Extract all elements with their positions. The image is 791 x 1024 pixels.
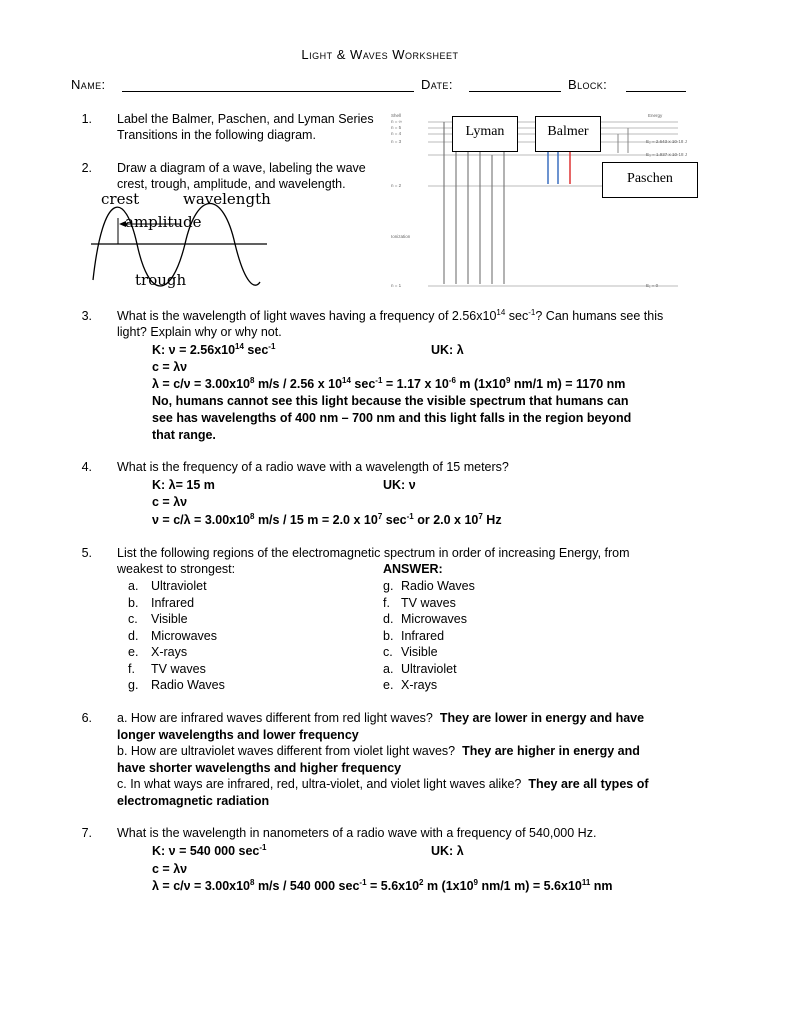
svg-text:n = 3: n = 3 [391,139,402,144]
answer-item: d. Microwaves [383,612,467,626]
q5-question-line1: List the following regions of the electromagnetic spectrum in order of increasing Energy, from [117,546,630,560]
list-item: e. X-rays [128,645,188,659]
q2-number: 2. [81,161,92,175]
svg-text:E₂ = 2.643 x 10-18 J: E₂ = 2.643 x 10-18 J [646,139,687,144]
balmer-label: Balmer [535,116,601,152]
amplitude-label: amplitude [125,213,202,231]
q1-number: 1. [81,112,92,126]
date-label: Date: [421,77,453,92]
paschen-label: Paschen [602,162,698,198]
svg-text:Ionization: Ionization [391,234,411,239]
svg-text:n = 2: n = 2 [391,183,402,188]
svg-text:E₁ = 0: E₁ = 0 [646,283,659,288]
q6-part-a: a. How are infrared waves different from red light waves? They are lower in energy and have [117,711,645,725]
answer-item: b. Infrared [383,628,445,643]
q4-known: K: λ= 15 m [152,478,215,492]
block-field[interactable] [626,79,686,92]
q6-part-b: b. How are ultraviolet waves different from violet light waves? They are higher in energy and [117,744,640,758]
q7-unknown: UK: λ [431,844,464,858]
lyman-label: Lyman [452,116,518,152]
q7-number: 7. [81,826,92,840]
q4-number: 4. [81,460,92,474]
q5-item-list [128,578,348,694]
q3-equation: c = λν [152,360,188,374]
answer-item: a. Ultraviolet [383,661,457,676]
q5-answer-list [383,578,603,694]
answer-item: e. X-rays [383,678,438,692]
q4-question: What is the frequency of a radio wave with a wavelength of 15 meters? [117,460,509,474]
list-item: b. Infrared [128,595,195,610]
q1-line2: Transitions in the following diagram. [117,128,316,142]
q3-answer-line3: that range. [152,428,216,442]
energy-level-diagram [388,108,688,293]
q7-question: What is the wavelength in nanometers of a radio wave with a frequency of 540,000 Hz. [117,826,597,840]
list-item: g. Radio Waves [128,678,225,692]
answer-item: f. TV waves [383,595,456,610]
q6-part-b-answer: have shorter wavelengths and higher frequency [117,761,402,775]
list-item: c. Visible [128,612,188,626]
q4-solution: $\nu = c/\lambda = 3.00x10^8$ m/s / 15 m = 2.0 x $10^7$ $\sec^{-1}$ or 2.0 x $10^7$ Hz [152,512,502,527]
svg-text:n = 1: n = 1 [391,283,402,288]
q7-known: K: ν = 540 000 $\sec^{-1}$ [152,843,267,858]
svg-text:n = 5: n = 5 [391,125,402,130]
svg-text:Energy: Energy [648,113,663,118]
q3-unknown: UK: λ [431,343,464,357]
svg-text:n = 4: n = 4 [391,131,402,136]
worksheet-title: Light & Waves Worksheet [301,47,459,62]
q2-line1: Draw a diagram of a wave, labeling the wave [117,161,366,175]
answer-item: g. Radio Waves [383,579,475,593]
block-label: Block: [568,77,608,92]
q6-part-c: c. In what ways are infrared, red, ultra-violet, and violet light waves alike? They are all types of [117,777,649,791]
list-item: d. Microwaves [128,628,217,643]
svg-text:Shell: Shell [391,113,402,118]
q3-answer-line1: No, humans cannot see this light because the visible spectrum that humans can [152,394,629,408]
crest-label: crest [101,190,140,208]
q6-part-a-answer: longer wavelengths and lower frequency [117,728,359,742]
svg-text:E₃ = 1.937 x 10-18 J: E₃ = 1.937 x 10-18 J [646,152,687,157]
q1-line1: Label the Balmer, Paschen, and Lyman Series [117,112,374,126]
name-label: Name: [71,77,106,92]
wavelength-label: wavelength [183,190,271,208]
name-field[interactable] [122,79,414,92]
q3-known: K: $\nu = 2.56x10^{14}$ $\sec^{-1}$ [152,342,276,357]
q5-number: 5. [81,546,92,560]
q3-question-line2: light? Explain why or why not. [117,325,282,339]
trough-label: trough [135,271,187,289]
q3-answer-line2: see has wavelengths of 400 nm – 700 nm and this light falls in the region beyond [152,411,632,425]
q3-solution: $\lambda = c/\nu = 3.00x10^8$ m/s / 2.56 x $10^{14}$ $\sec^{-1} = 1.17$ x $10^{-6}$ m ($1x10^9$ nm/1 m) = 1170 nm [152,376,626,391]
svg-text:n = ∞: n = ∞ [391,119,402,124]
q5-question-line2: weakest to strongest: [117,562,236,576]
wave-drawing [85,190,275,290]
list-item: a. Ultraviolet [128,579,207,593]
date-field[interactable] [469,79,561,92]
q7-equation: c = λν [152,862,188,876]
q6-number: 6. [81,711,92,725]
answer-item: c. Visible [383,645,438,659]
list-item: f. TV waves [128,661,206,676]
q4-unknown: UK: ν [383,478,416,492]
q7-solution: $\lambda = c/\nu = 3.00x10^8$ m/s / 540 000 $\sec^{-1} = 5.6x10^2$ m ($1x10^9$ nm/1 $m) = 5.6x10^{11}$ nm [152,878,613,893]
q3-question-line1: What is the wavelength of light waves having a frequency of $2.56x10^{14}$ $\sec^{-1}$? Can humans see this [117,308,664,323]
q3-number: 3. [81,309,92,323]
q4-equation: c = λν [152,495,188,509]
q6-part-c-answer: electromagnetic radiation [117,794,270,808]
q5-answer-label: ANSWER: [383,562,443,576]
q2-line2: crest, trough, amplitude, and wavelength. [117,177,346,191]
